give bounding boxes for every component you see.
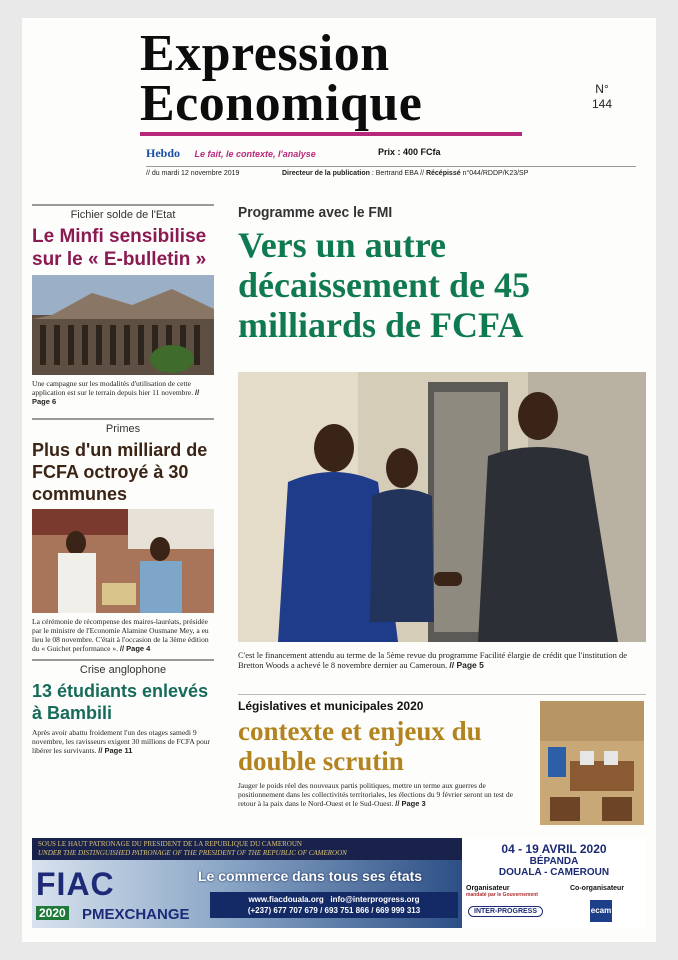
story1-text: Une campagne sur les modalités d'utilisation de cette application est sur le terrain depuis hier 11 novembre. // Page 6 bbox=[32, 379, 200, 406]
event-place1: BÉPANDA bbox=[529, 856, 579, 867]
polling-station-photo bbox=[540, 701, 644, 825]
slogan: Le fait, le contexte, l'analyse bbox=[194, 149, 316, 159]
fiac-year: 2020 bbox=[36, 906, 69, 920]
masthead-title-line2: Economique bbox=[140, 75, 423, 132]
issue-number-box bbox=[592, 82, 612, 112]
ceremony-image bbox=[32, 509, 214, 613]
banner-web[interactable]: www.fiacdouala.org bbox=[248, 895, 324, 904]
story2-kicker: Primes bbox=[32, 418, 214, 435]
ceremony-photo bbox=[32, 509, 214, 613]
main-photo bbox=[238, 372, 646, 642]
issue-date: // du mardi 12 novembre 2019 bbox=[146, 170, 240, 177]
recepisse-value: n°044/RDDP/K23/SP bbox=[462, 170, 529, 177]
banner-body bbox=[32, 860, 462, 928]
elections-text: Jauger le poids réel des nouveaux partis politiques, mettre un terme aux guerres de positionnement dans les collectivités territoriales, les élections du 9 février seront un test de retour à la paix dans le Nord-Ouest et le Sud-Ouest. // Page 3 bbox=[238, 781, 513, 808]
banner-email[interactable]: info@interprogress.org bbox=[330, 895, 420, 904]
banner-contact bbox=[210, 892, 458, 918]
patronage-strip bbox=[32, 838, 462, 860]
main-page[interactable]: // Page 5 bbox=[449, 660, 484, 670]
story1-kicker: Fichier solde de l'Etat bbox=[32, 204, 214, 221]
left-column bbox=[32, 204, 214, 755]
story2-headline[interactable]: Plus d'un milliard de FCFA octroyé à 30 communes bbox=[32, 440, 208, 504]
newspaper-front-page bbox=[22, 18, 656, 942]
fiac-logo: FIAC bbox=[36, 866, 115, 902]
story1-page[interactable]: // Page 6 bbox=[32, 388, 200, 406]
organisateur: Organisateur mandaté par le Gouvernement bbox=[466, 885, 538, 898]
polling-image bbox=[540, 701, 644, 825]
price: Prix : 400 FCfa bbox=[378, 147, 441, 157]
publication-info bbox=[146, 166, 636, 177]
elections-page[interactable]: // Page 3 bbox=[395, 799, 426, 808]
banner-slogan: Le commerce dans tous ses états bbox=[198, 868, 423, 884]
building-image bbox=[32, 275, 214, 375]
main-headline[interactable]: Vers un autre décaissement de 45 milliards de FCFA bbox=[238, 225, 530, 345]
organisers-box bbox=[462, 882, 646, 928]
patronage-fr: SOUS LE HAUT PATRONAGE DU PRESIDENT DE LA REPUBLIQUE DU CAMEROUN bbox=[38, 840, 302, 848]
masthead-underline bbox=[140, 132, 522, 136]
issue-label: N° bbox=[595, 82, 609, 96]
director-label: Directeur de la publication bbox=[282, 170, 370, 177]
ministry-building-photo bbox=[32, 275, 214, 375]
elections-kicker: Législatives et municipales 2020 bbox=[238, 699, 424, 713]
director-info bbox=[282, 170, 528, 177]
story3-page[interactable]: // Page 11 bbox=[98, 746, 133, 755]
co-organisateur: Co-organisateur bbox=[570, 885, 625, 892]
event-dates: 04 - 19 AVRIL 2020 bbox=[501, 842, 607, 856]
fiac-advertisement[interactable] bbox=[32, 838, 646, 928]
elections-headline[interactable]: contexte et enjeux du double scrutin bbox=[238, 716, 482, 776]
ecam-logo: ecam bbox=[590, 900, 612, 922]
story2-text: La cérémonie de récompense des maires-lauréats, présidée par le ministre de l'Economie Alamine Ousmane Mey, a eu lieu le 08 novembre. C'était à l'occasion de la 3ème édition du « Guichet performance ». // Page 4 bbox=[32, 617, 209, 653]
interprogress-logo: INTER-PROGRESS bbox=[468, 906, 543, 917]
pmexchange-logo: PMEXCHANGE bbox=[82, 906, 190, 923]
masthead-title-line1: Expression bbox=[140, 25, 390, 82]
story3-kicker: Crise anglophone bbox=[32, 659, 214, 676]
story3-headline[interactable]: 13 étudiants enlevés à Bambili bbox=[32, 681, 209, 723]
organisateur-sub: mandaté par le Gouvernement bbox=[466, 892, 538, 898]
main-kicker: Programme avec le FMI bbox=[238, 204, 393, 221]
story2-page[interactable]: // Page 4 bbox=[119, 644, 151, 653]
director-name: : Bertrand EBA // bbox=[371, 170, 425, 177]
banner-phones: (+237) 677 707 679 / 693 751 866 / 669 999 313 bbox=[247, 906, 421, 915]
story3-text: Après avoir abattu froidement l'un des otages samedi 9 novembre, les ravisseurs exigent 30 millions de FCFA pour libérer les survivants. // Page 11 bbox=[32, 728, 210, 755]
main-story bbox=[238, 204, 646, 670]
main-caption: C'est le financement attendu au terme de la 5ème revue du programme Facilité élargie de crédit que l'institution de Bretton Woods a achevé le 8 novembre dernier au Cameroun. // Page 5 bbox=[238, 650, 628, 670]
issue-number: 144 bbox=[592, 97, 613, 111]
event-dates-box bbox=[462, 838, 646, 882]
recepisse-label: Récépissé bbox=[425, 170, 461, 177]
event-place2: DOUALA - CAMEROUN bbox=[498, 867, 610, 878]
masthead bbox=[140, 25, 540, 136]
handshake-image bbox=[238, 372, 646, 642]
elections-story bbox=[238, 694, 646, 808]
patronage-en: UNDER THE DISTINGUISHED PATRONAGE OF THE PRESIDENT OF THE REPUBLIC OF CAMEROON bbox=[38, 849, 347, 857]
story1-headline[interactable]: Le Minfi sensibilise sur le « E-bulletin » bbox=[32, 226, 207, 270]
tagline bbox=[146, 146, 616, 161]
hebdo-label: Hebdo bbox=[146, 146, 181, 160]
